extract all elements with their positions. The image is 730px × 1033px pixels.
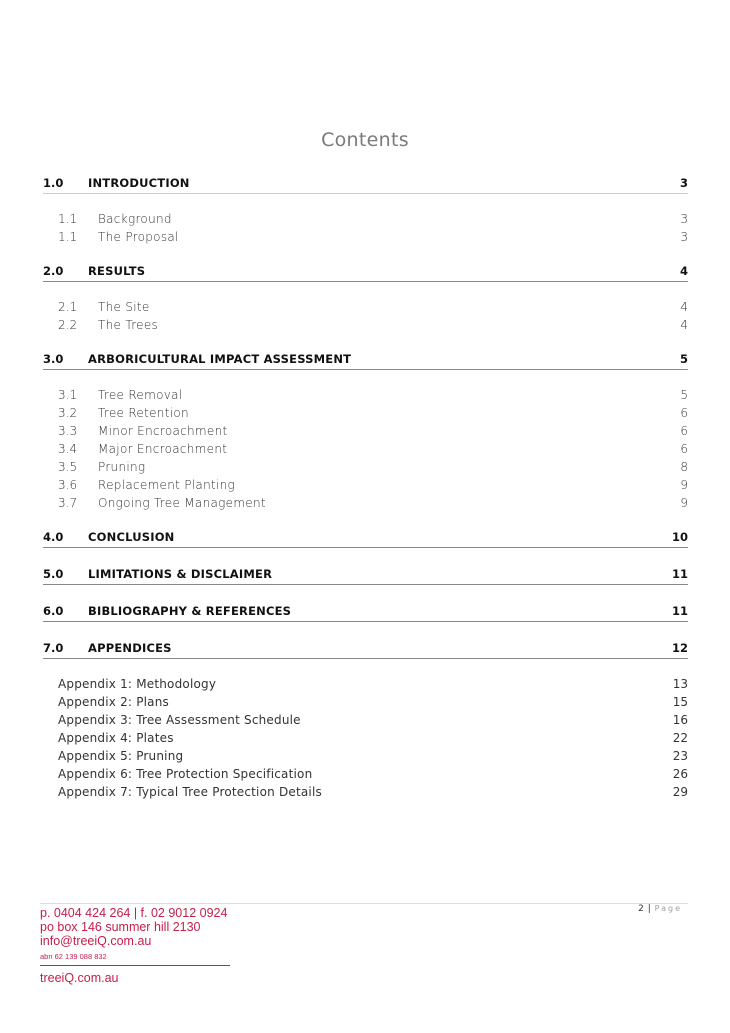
toc-subsection-list (43, 194, 688, 262)
appendix-row[interactable] (43, 765, 688, 783)
toc-section-row[interactable] (43, 174, 688, 194)
toc-section-number: 4.0 (43, 530, 64, 544)
page-word: Page (654, 904, 682, 913)
toc-subsection-list (43, 282, 688, 350)
toc-section-page: 5 (679, 352, 688, 366)
toc-subsection-page: 8 (680, 460, 688, 474)
toc-subsection-number: 3.6 (58, 478, 78, 492)
toc-subsection-page: 4 (680, 300, 688, 314)
toc-subsection-label: Background (98, 212, 172, 226)
toc-subsection-label: The Proposal (98, 230, 179, 244)
appendix-label: Appendix 5: Pruning (58, 749, 184, 763)
page-number-value: 2 (638, 904, 645, 914)
appendix-row[interactable] (43, 675, 688, 693)
appendix-row[interactable] (43, 729, 688, 747)
brand-rule (40, 965, 230, 966)
toc-subsection-row[interactable] (43, 316, 688, 334)
toc-section-label: CONCLUSION (88, 530, 175, 544)
appendix-page: 13 (672, 677, 688, 691)
toc-subsection-label: The Trees (98, 318, 159, 332)
toc-subsection-page: 4 (680, 318, 688, 332)
toc-subsection-number: 2.2 (58, 318, 78, 332)
toc-subsection-row[interactable] (43, 298, 688, 316)
toc-subsection-number: 1.1 (58, 230, 78, 244)
appendix-label: Appendix 3: Tree Assessment Schedule (58, 713, 301, 727)
toc-subsection-label: Replacement Planting (98, 478, 236, 492)
toc-subsection-page: 9 (680, 478, 688, 492)
toc-subsection-row[interactable] (43, 210, 688, 228)
toc-subsection-row[interactable] (43, 494, 688, 512)
toc-subsection-label: The Site (98, 300, 150, 314)
appendix-page: 15 (672, 695, 688, 709)
toc-section-label: RESULTS (88, 264, 146, 278)
toc-section-number: 3.0 (43, 352, 64, 366)
toc-subsection-number: 3.3 (58, 424, 78, 438)
appendix-list (43, 659, 688, 801)
toc-spacer (43, 548, 688, 565)
appendix-page: 23 (672, 749, 688, 763)
toc-subsection-list (43, 370, 688, 528)
appendix-row[interactable] (43, 711, 688, 729)
toc-subsection-label: Pruning (98, 460, 146, 474)
toc-section-page: 12 (671, 641, 688, 655)
toc-subsection-number: 3.4 (58, 442, 78, 456)
postal-address-line: po box 146 summer hill 2130 (40, 920, 201, 934)
toc-section-row[interactable] (43, 262, 688, 282)
appendix-page: 16 (672, 713, 688, 727)
toc-subsection-number: 3.2 (58, 406, 78, 420)
toc-spacer (43, 622, 688, 639)
toc-subsection-row[interactable] (43, 440, 688, 458)
toc-section-number: 7.0 (43, 641, 64, 655)
toc-subsection-label: Tree Removal (98, 388, 183, 402)
toc-section-page: 4 (679, 264, 688, 278)
toc-subsection-page: 3 (680, 212, 688, 226)
toc-section-number: 1.0 (43, 176, 64, 190)
toc-subsection-number: 2.1 (58, 300, 78, 314)
toc-subsection-row[interactable] (43, 386, 688, 404)
toc-section-label: BIBLIOGRAPHY & REFERENCES (88, 604, 292, 618)
toc-subsection-row[interactable] (43, 458, 688, 476)
phone-fax-line: p. 0404 424 264 | f. 02 9012 0924 (40, 906, 228, 920)
toc-spacer (43, 585, 688, 602)
appendix-page: 29 (672, 785, 688, 799)
appendix-label: Appendix 1: Methodology (58, 677, 217, 691)
toc-subsection-row[interactable] (43, 422, 688, 440)
toc-section-page: 11 (671, 567, 688, 581)
toc-subsection-number: 1.1 (58, 212, 78, 226)
appendix-page: 22 (672, 731, 688, 745)
toc-section-label: ARBORICULTURAL IMPACT ASSESSMENT (88, 352, 352, 366)
appendix-label: Appendix 2: Plans (58, 695, 169, 709)
toc-subsection-label: Minor Encroachment (98, 424, 228, 438)
appendix-label: Appendix 7: Typical Tree Protection Details (58, 785, 322, 799)
toc-section-row[interactable] (43, 602, 688, 622)
page-number-separator: | (647, 904, 652, 914)
toc-subsection-row[interactable] (43, 228, 688, 246)
toc-section-label: INTRODUCTION (88, 176, 190, 190)
toc-subsection-page: 5 (680, 388, 688, 402)
appendix-label: Appendix 6: Tree Protection Specification (58, 767, 313, 781)
toc-subsection-label: Tree Retention (98, 406, 189, 420)
toc-subsection-number: 3.1 (58, 388, 78, 402)
appendix-label: Appendix 4: Plates (58, 731, 174, 745)
appendix-page: 26 (672, 767, 688, 781)
toc-subsection-page: 6 (680, 442, 688, 456)
appendix-row[interactable] (43, 783, 688, 801)
toc-subsection-page: 3 (680, 230, 688, 244)
appendix-row[interactable] (43, 747, 688, 765)
toc-section-row[interactable] (43, 565, 688, 585)
email-line: info@treeiQ.com.au (40, 934, 152, 948)
toc-subsection-number: 3.5 (58, 460, 78, 474)
toc-section-label: LIMITATIONS & DISCLAIMER (88, 567, 273, 581)
toc-section-row[interactable] (43, 639, 688, 659)
toc-subsection-page: 6 (680, 424, 688, 438)
toc-section-number: 5.0 (43, 567, 64, 581)
footer-divider (40, 903, 688, 904)
toc-section-number: 2.0 (43, 264, 64, 278)
toc-section-page: 11 (671, 604, 688, 618)
toc-subsection-number: 3.7 (58, 496, 78, 510)
page-number (638, 904, 682, 914)
toc-subsection-label: Ongoing Tree Management (98, 496, 266, 510)
toc-section-label: APPENDICES (88, 641, 172, 655)
appendix-row[interactable] (43, 693, 688, 711)
contact-block (40, 906, 227, 965)
abn-line: abn 62 139 088 832 (40, 952, 107, 961)
toc-subsection-page: 6 (680, 406, 688, 420)
page-title: Contents (321, 129, 409, 151)
toc-subsection-page: 9 (680, 496, 688, 510)
toc-subsection-row[interactable] (43, 404, 688, 422)
toc-section-number: 6.0 (43, 604, 64, 618)
toc-subsection-label: Major Encroachment (98, 442, 228, 456)
table-of-contents (43, 174, 688, 801)
toc-section-row[interactable] (43, 528, 688, 548)
toc-subsection-row[interactable] (43, 476, 688, 494)
toc-section-page: 10 (671, 530, 688, 544)
website-link[interactable]: treeiQ.com.au (40, 971, 119, 985)
toc-section-row[interactable] (43, 350, 688, 370)
toc-section-page: 3 (679, 176, 688, 190)
